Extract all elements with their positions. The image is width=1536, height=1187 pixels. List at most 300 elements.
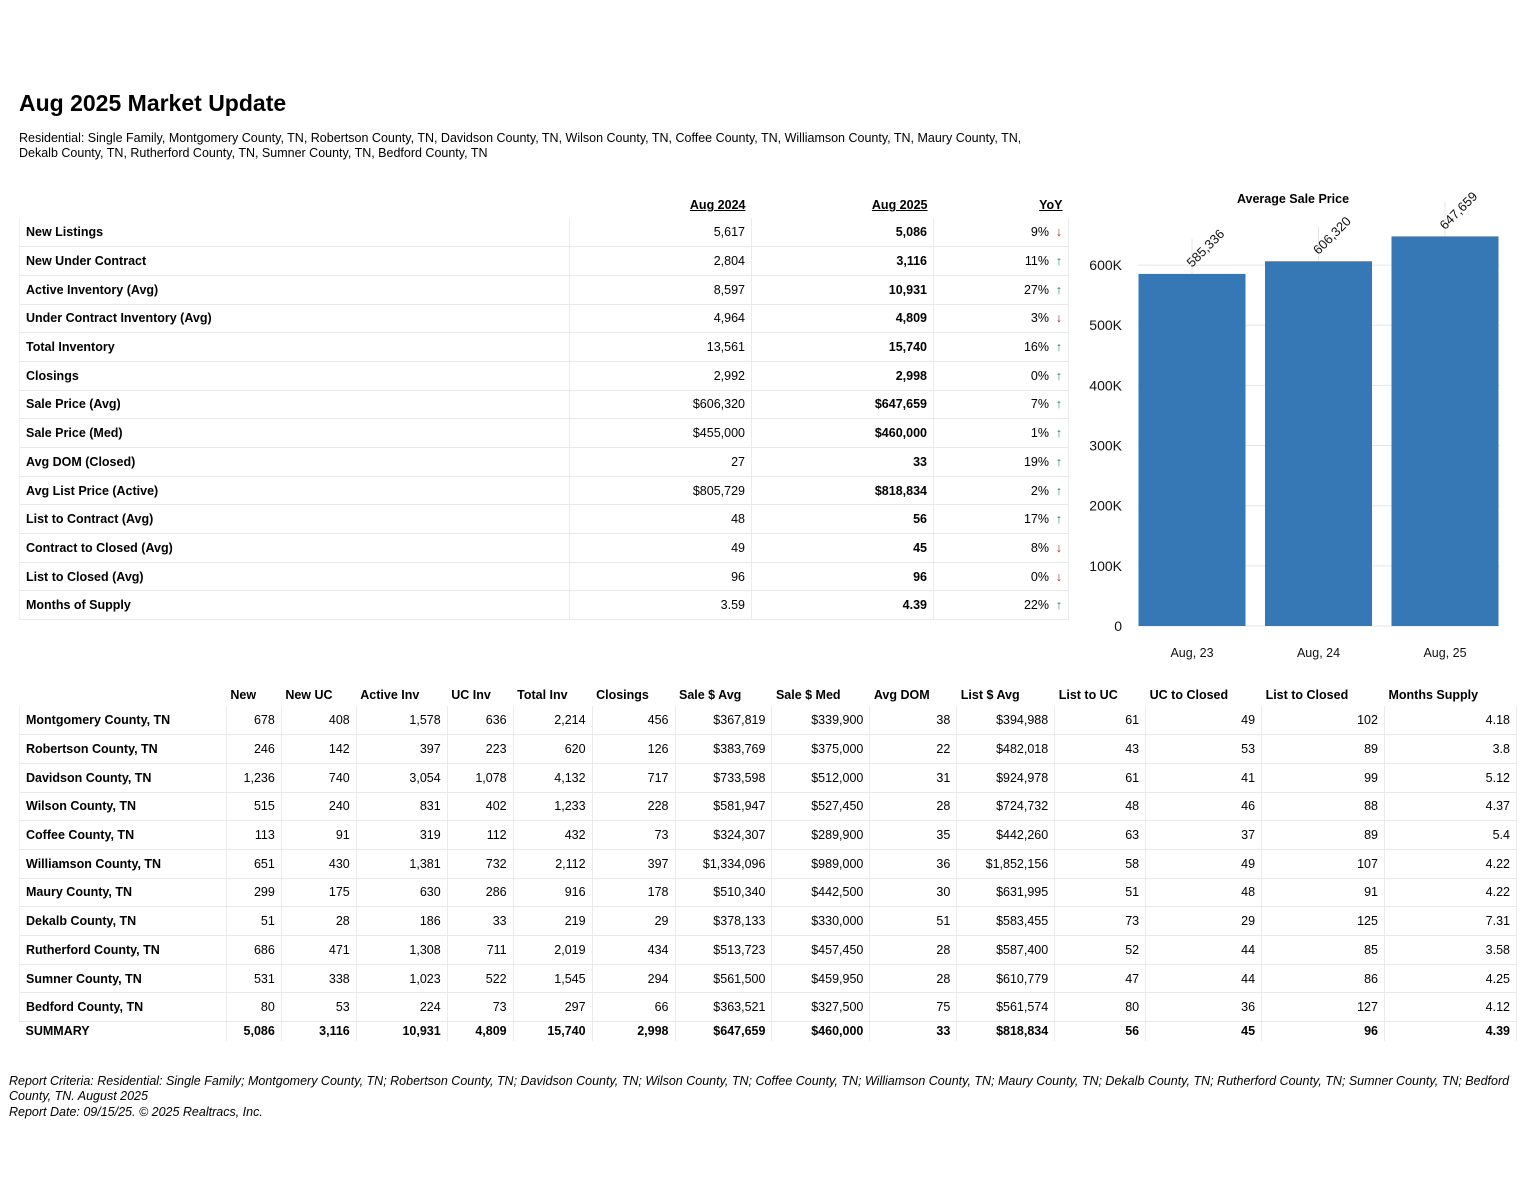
county-cell: $510,340 [675, 878, 772, 907]
metric-aug-2025: 4.39 [752, 591, 934, 620]
summary-row [20, 419, 1069, 448]
bar [1392, 236, 1499, 626]
metric-label: Active Inventory (Avg) [20, 275, 570, 304]
county-cell: 4.12 [1384, 993, 1516, 1022]
county-cell: 4.22 [1384, 849, 1516, 878]
summary-cell: 33 [870, 1022, 957, 1041]
county-cell: 297 [513, 993, 592, 1022]
summary-row [20, 218, 1069, 247]
county-cell: 43 [1055, 735, 1146, 764]
county-cell: 66 [592, 993, 675, 1022]
metric-aug-2025: 2,998 [752, 361, 934, 390]
county-cell: 73 [447, 993, 513, 1022]
county-cell: $581,947 [675, 792, 772, 821]
summary-cell: 5,086 [226, 1022, 281, 1041]
county-cell: 7.31 [1384, 907, 1516, 936]
metric-aug-2025: $460,000 [752, 419, 934, 448]
county-cell: 28 [870, 936, 957, 965]
county-column-header: Total Inv [517, 687, 568, 702]
county-cell: 30 [870, 878, 957, 907]
county-cell: 651 [226, 849, 281, 878]
metric-aug-2025: 33 [752, 448, 934, 477]
county-cell: 29 [592, 907, 675, 936]
y-tick-label: 300K [1089, 437, 1122, 454]
county-cell: 3.58 [1384, 936, 1516, 965]
county-cell: $482,018 [957, 735, 1055, 764]
yoy-value: 0% [1030, 368, 1049, 383]
page-title: Aug 2025 Market Update [19, 90, 287, 116]
county-cell: $989,000 [772, 849, 870, 878]
county-cell: 397 [356, 735, 447, 764]
county-cell: 112 [447, 821, 513, 850]
county-cell: $1,852,156 [957, 849, 1055, 878]
county-column-header: Sale $ Avg [679, 687, 742, 702]
county-cell: 4,132 [513, 763, 592, 792]
county-row [20, 821, 1517, 850]
summary-row [20, 390, 1069, 419]
metric-yoy [934, 476, 1069, 505]
arrow-up-icon: ↑ [1055, 397, 1062, 412]
county-cell: $924,978 [957, 763, 1055, 792]
county-column-header: Sale $ Med [775, 687, 841, 702]
summary-row [20, 476, 1069, 505]
county-cell: 61 [1055, 763, 1146, 792]
county-row [20, 849, 1517, 878]
metric-label: Contract to Closed (Avg) [20, 534, 570, 563]
metric-aug-2024: $805,729 [570, 476, 752, 505]
county-cell: 125 [1262, 907, 1385, 936]
county-column-header: Months Supply [1388, 687, 1479, 702]
county-cell: 52 [1055, 936, 1146, 965]
county-name: Robertson County, TN [20, 735, 227, 764]
metric-yoy [934, 333, 1069, 362]
county-cell: 522 [447, 964, 513, 993]
county-cell: $610,779 [957, 964, 1055, 993]
y-tick-label: 100K [1089, 557, 1122, 574]
arrow-up-icon: ↑ [1055, 254, 1062, 269]
county-cell: 3,054 [356, 763, 447, 792]
summary-cell: $647,659 [675, 1022, 772, 1041]
yoy-value: 11% [1024, 254, 1049, 269]
x-tick-label: Aug, 23 [1170, 646, 1214, 660]
metric-aug-2024: 8,597 [570, 275, 752, 304]
county-cell: 740 [281, 763, 356, 792]
metric-aug-2025: $818,834 [752, 476, 934, 505]
county-cell: 22 [870, 735, 957, 764]
county-cell: 397 [592, 849, 675, 878]
county-cell: 80 [1055, 993, 1146, 1022]
arrow-down-icon: ↓ [1055, 311, 1062, 326]
county-cell: 63 [1055, 821, 1146, 850]
county-cell: $339,900 [772, 706, 870, 735]
county-cell: $513,723 [675, 936, 772, 965]
county-cell: $442,260 [957, 821, 1055, 850]
metric-label: Under Contract Inventory (Avg) [20, 304, 570, 333]
bar-value-label: 647,659 [1436, 188, 1481, 233]
metric-label: Months of Supply [20, 591, 570, 620]
county-cell: $330,000 [772, 907, 870, 936]
county-cell: 51 [226, 907, 281, 936]
metric-aug-2025: 96 [752, 562, 934, 591]
county-cell: $378,133 [675, 907, 772, 936]
county-cell: 31 [870, 763, 957, 792]
county-cell: 47 [1055, 964, 1146, 993]
summary-row [20, 275, 1069, 304]
county-cell: 831 [356, 792, 447, 821]
metric-yoy [934, 361, 1069, 390]
metric-aug-2024: 48 [570, 505, 752, 534]
metric-aug-2025: 15,740 [752, 333, 934, 362]
county-cell: 89 [1262, 821, 1385, 850]
chart-svg [1080, 185, 1520, 675]
metric-aug-2024: 4,964 [570, 304, 752, 333]
summary-label: SUMMARY [20, 1022, 227, 1041]
county-cell: 4.37 [1384, 792, 1516, 821]
arrow-up-icon: ↑ [1055, 282, 1062, 297]
metric-aug-2024: 96 [570, 562, 752, 591]
county-name: Davidson County, TN [20, 763, 227, 792]
county-cell: 80 [226, 993, 281, 1022]
summary-row [20, 304, 1069, 333]
county-cell: 515 [226, 792, 281, 821]
county-cell: 85 [1262, 936, 1385, 965]
county-cell: 28 [870, 964, 957, 993]
county-cell: 48 [1146, 878, 1262, 907]
county-cell: 53 [281, 993, 356, 1022]
metric-yoy [934, 505, 1069, 534]
county-cell: 113 [226, 821, 281, 850]
county-cell: $561,500 [675, 964, 772, 993]
metric-yoy [934, 304, 1069, 333]
county-cell: 408 [281, 706, 356, 735]
county-cell: 219 [513, 907, 592, 936]
county-cell: 99 [1262, 763, 1385, 792]
yoy-value: 1% [1030, 426, 1049, 441]
county-cell: 28 [281, 907, 356, 936]
yoy-value: 0% [1030, 569, 1049, 584]
county-cell: 49 [1146, 706, 1262, 735]
county-cell: $1,334,096 [675, 849, 772, 878]
summary-row [20, 333, 1069, 362]
metric-aug-2025: 45 [752, 534, 934, 563]
county-cell: 44 [1146, 936, 1262, 965]
county-cell: 636 [447, 706, 513, 735]
summary-row [20, 361, 1069, 390]
metric-yoy [934, 275, 1069, 304]
county-name: Wilson County, TN [20, 792, 227, 821]
report-footer [9, 1074, 1529, 1120]
county-cell: 299 [226, 878, 281, 907]
metric-aug-2024: 49 [570, 534, 752, 563]
metric-aug-2025: 3,116 [752, 247, 934, 276]
county-cell: 1,578 [356, 706, 447, 735]
arrow-up-icon: ↑ [1055, 368, 1062, 383]
metric-label: Avg List Price (Active) [20, 476, 570, 505]
county-row [20, 792, 1517, 821]
metric-aug-2024: 3.59 [570, 591, 752, 620]
county-cell: 471 [281, 936, 356, 965]
summary-cell: 56 [1055, 1022, 1146, 1041]
metric-aug-2024: 5,617 [570, 218, 752, 247]
county-cell: 916 [513, 878, 592, 907]
summary-cell: 3,116 [281, 1022, 356, 1041]
county-cell: 1,308 [356, 936, 447, 965]
county-cell: 4.18 [1384, 706, 1516, 735]
county-cell: $631,995 [957, 878, 1055, 907]
county-cell: 5.12 [1384, 763, 1516, 792]
county-cell: $327,500 [772, 993, 870, 1022]
county-name: Maury County, TN [20, 878, 227, 907]
county-cell: 402 [447, 792, 513, 821]
county-cell: 46 [1146, 792, 1262, 821]
county-cell: 432 [513, 821, 592, 850]
summary-row [20, 247, 1069, 276]
county-cell: 430 [281, 849, 356, 878]
county-cell: 630 [356, 878, 447, 907]
arrow-down-icon: ↓ [1055, 540, 1062, 555]
bar-value-label: 585,336 [1183, 226, 1228, 271]
bar-value-label: 606,320 [1310, 213, 1354, 258]
county-cell: $561,574 [957, 993, 1055, 1022]
summary-header-aug-2025: Aug 2025 [871, 198, 928, 212]
county-column-header: New UC [285, 687, 333, 702]
county-cell: 240 [281, 792, 356, 821]
county-cell: 286 [447, 878, 513, 907]
county-cell: 2,112 [513, 849, 592, 878]
metric-yoy [934, 562, 1069, 591]
county-name: Coffee County, TN [20, 821, 227, 850]
y-tick-label: 200K [1089, 497, 1122, 514]
county-cell: 91 [281, 821, 356, 850]
county-cell: $733,598 [675, 763, 772, 792]
arrow-up-icon: ↑ [1055, 340, 1062, 355]
county-cell: 5.4 [1384, 821, 1516, 850]
county-summary-row [20, 1022, 1517, 1041]
page-subtitle: Residential: Single Family, Montgomery County, TN, Robertson County, TN, Davidson County, TN, Wilson County, TN, Coffee County, TN, Williamson County, TN, Maury County, TN, Dekalb County, TN, Rutherford County, TN, Sumner County, TN, Bedford County, TN [19, 131, 1022, 160]
metric-label: Closings [20, 361, 570, 390]
county-cell: 1,236 [226, 763, 281, 792]
county-cell: $459,950 [772, 964, 870, 993]
summary-cell: $818,834 [957, 1022, 1055, 1041]
county-cell: 73 [1055, 907, 1146, 936]
county-cell: 29 [1146, 907, 1262, 936]
county-cell: 711 [447, 936, 513, 965]
metric-yoy [934, 247, 1069, 276]
summary-row [20, 562, 1069, 591]
county-cell: 4.22 [1384, 878, 1516, 907]
arrow-up-icon: ↑ [1055, 483, 1062, 498]
report-date: Report Date: 09/15/25. © 2025 Realtracs, Inc. [9, 1104, 263, 1119]
county-cell: 37 [1146, 821, 1262, 850]
summary-cell: 45 [1146, 1022, 1262, 1041]
summary-cell: 2,998 [592, 1022, 675, 1041]
county-column-header: UC to Closed [1149, 687, 1229, 702]
county-name: Montgomery County, TN [20, 706, 227, 735]
metric-yoy [934, 419, 1069, 448]
county-cell: 2,019 [513, 936, 592, 965]
county-cell: 89 [1262, 735, 1385, 764]
county-cell: 319 [356, 821, 447, 850]
county-cell: $512,000 [772, 763, 870, 792]
metric-aug-2024: 2,992 [570, 361, 752, 390]
county-cell: 2,214 [513, 706, 592, 735]
summary-header-yoy: YoY [1039, 198, 1063, 212]
county-cell: 1,078 [447, 763, 513, 792]
metric-aug-2024: 13,561 [570, 333, 752, 362]
metric-label: Total Inventory [20, 333, 570, 362]
county-column-header: Avg DOM [873, 687, 930, 702]
report-criteria: Report Criteria: Residential: Single Family; Montgomery County, TN; Robertson County, TN; Davidson County, TN; Wilson County, TN; Coffee County, TN; Williamson County, TN; Maury County, TN; Dekalb County, TN; Rutherford County, TN; Sumner County, TN; Bedford County, TN. August 2025 [9, 1074, 1510, 1104]
county-row [20, 993, 1517, 1022]
yoy-value: 3% [1030, 311, 1049, 326]
county-row [20, 706, 1517, 735]
county-cell: 102 [1262, 706, 1385, 735]
summary-table-header [20, 192, 1069, 218]
metric-label: New Under Contract [20, 247, 570, 276]
county-column-header [20, 683, 227, 706]
county-cell: $383,769 [675, 735, 772, 764]
county-table [19, 683, 1517, 1041]
yoy-value: 16% [1023, 340, 1049, 355]
metric-aug-2025: 56 [752, 505, 934, 534]
county-cell: 4.25 [1384, 964, 1516, 993]
county-cell: 51 [870, 907, 957, 936]
county-name: Rutherford County, TN [20, 936, 227, 965]
county-cell: 73 [592, 821, 675, 850]
county-row [20, 936, 1517, 965]
county-cell: 1,233 [513, 792, 592, 821]
county-cell: 44 [1146, 964, 1262, 993]
summary-cell: $460,000 [772, 1022, 870, 1041]
county-cell: 294 [592, 964, 675, 993]
county-cell: $289,900 [772, 821, 870, 850]
county-cell: 38 [870, 706, 957, 735]
county-cell: 620 [513, 735, 592, 764]
county-cell: 28 [870, 792, 957, 821]
metric-label: Sale Price (Avg) [20, 390, 570, 419]
county-cell: 223 [447, 735, 513, 764]
county-cell: 1,545 [513, 964, 592, 993]
county-name: Bedford County, TN [20, 993, 227, 1022]
county-cell: 88 [1262, 792, 1385, 821]
chart-title: Average Sale Price [1236, 192, 1350, 206]
county-cell: $587,400 [957, 936, 1055, 965]
metric-label: New Listings [20, 218, 570, 247]
metric-aug-2025: $647,659 [752, 390, 934, 419]
county-cell: 338 [281, 964, 356, 993]
yoy-value: 2% [1030, 483, 1049, 498]
summary-cell: 96 [1262, 1022, 1385, 1041]
county-column-header: UC Inv [451, 687, 491, 702]
county-cell: $442,500 [772, 878, 870, 907]
yoy-value: 22% [1023, 598, 1049, 613]
county-cell: 33 [447, 907, 513, 936]
county-name: Dekalb County, TN [20, 907, 227, 936]
metric-aug-2025: 10,931 [752, 275, 934, 304]
metric-label: Sale Price (Med) [20, 419, 570, 448]
summary-header-blank [20, 192, 570, 218]
county-cell: 678 [226, 706, 281, 735]
county-cell: 3.8 [1384, 735, 1516, 764]
metric-aug-2024: $455,000 [570, 419, 752, 448]
county-cell: $367,819 [675, 706, 772, 735]
metric-aug-2024: $606,320 [570, 390, 752, 419]
county-column-header: List to Closed [1265, 687, 1349, 702]
metric-yoy [934, 390, 1069, 419]
county-cell: 107 [1262, 849, 1385, 878]
y-tick-label: 400K [1089, 377, 1122, 394]
county-cell: 175 [281, 878, 356, 907]
summary-row [20, 591, 1069, 620]
county-cell: 178 [592, 878, 675, 907]
county-cell: $363,521 [675, 993, 772, 1022]
county-column-header: Closings [596, 687, 649, 702]
summary-row [20, 534, 1069, 563]
county-row [20, 907, 1517, 936]
yoy-value: 7% [1030, 397, 1049, 412]
county-cell: 142 [281, 735, 356, 764]
arrow-down-icon: ↓ [1055, 569, 1062, 584]
county-name: Sumner County, TN [20, 964, 227, 993]
y-tick-label: 0 [1114, 618, 1122, 634]
summary-cell: 4.39 [1384, 1022, 1516, 1041]
metric-label: Avg DOM (Closed) [20, 448, 570, 477]
county-row [20, 735, 1517, 764]
metric-aug-2024: 27 [570, 448, 752, 477]
x-tick-label: Aug, 24 [1296, 646, 1341, 660]
metric-aug-2025: 5,086 [752, 218, 934, 247]
county-cell: $375,000 [772, 735, 870, 764]
county-cell: 434 [592, 936, 675, 965]
county-cell: 75 [870, 993, 957, 1022]
county-cell: 35 [870, 821, 957, 850]
arrow-up-icon: ↑ [1055, 454, 1062, 469]
county-cell: 127 [1262, 993, 1385, 1022]
county-cell: 36 [870, 849, 957, 878]
county-cell: 48 [1055, 792, 1146, 821]
county-row [20, 763, 1517, 792]
county-name: Williamson County, TN [20, 849, 227, 878]
metric-label: List to Contract (Avg) [20, 505, 570, 534]
yoy-value: 19% [1023, 454, 1049, 469]
county-cell: 49 [1146, 849, 1262, 878]
county-cell: 51 [1055, 878, 1146, 907]
county-row [20, 964, 1517, 993]
summary-header-aug-2024: Aug 2024 [689, 198, 746, 212]
metric-yoy [934, 218, 1069, 247]
county-cell: 53 [1146, 735, 1262, 764]
y-tick-label: 600K [1089, 257, 1122, 274]
county-cell: 186 [356, 907, 447, 936]
county-cell: 246 [226, 735, 281, 764]
y-tick-label: 500K [1089, 317, 1122, 334]
county-cell: 86 [1262, 964, 1385, 993]
county-column-header: Active Inv [360, 687, 420, 702]
metric-aug-2024: 2,804 [570, 247, 752, 276]
arrow-down-icon: ↓ [1055, 225, 1062, 240]
county-cell: $527,450 [772, 792, 870, 821]
county-column-header: List to UC [1058, 687, 1118, 702]
county-table-header [20, 683, 1517, 706]
county-cell: 91 [1262, 878, 1385, 907]
county-cell: $457,450 [772, 936, 870, 965]
summary-cell: 15,740 [513, 1022, 592, 1041]
metric-yoy [934, 534, 1069, 563]
county-cell: 717 [592, 763, 675, 792]
county-cell: 686 [226, 936, 281, 965]
county-cell: 1,023 [356, 964, 447, 993]
county-column-header: List $ Avg [960, 687, 1020, 702]
